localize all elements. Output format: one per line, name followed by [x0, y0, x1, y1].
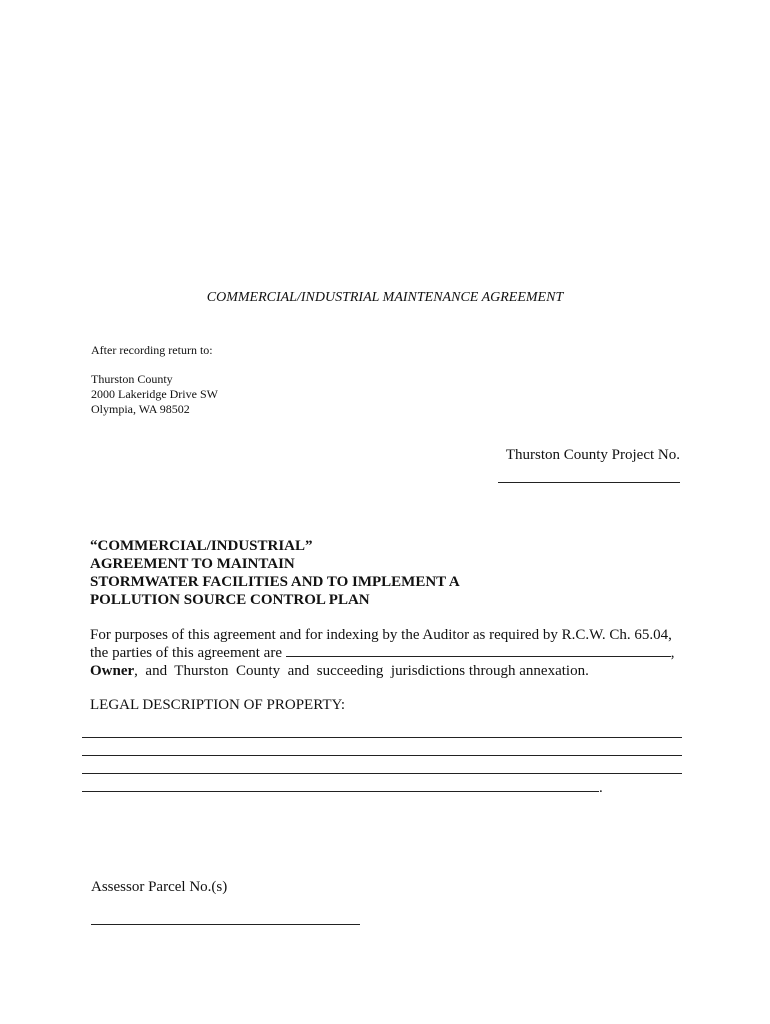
heading-line: “COMMERCIAL/INDUSTRIAL” — [90, 538, 313, 554]
blank-line[interactable] — [82, 720, 682, 738]
legal-end-period: . — [599, 780, 603, 796]
paragraph-line: For purposes of this agreement and for indexing by the Auditor as required by R.C.W. Ch. 65.04, — [90, 627, 672, 643]
paragraph-rest: , and Thurston County and succeeding jurisdictions through annexation. — [134, 663, 589, 679]
paragraph-line — [90, 644, 682, 662]
owner-label: Owner — [90, 663, 135, 679]
parties-label: the parties of this agreement are — [90, 645, 282, 661]
heading-line: POLLUTION SOURCE CONTROL PLAN — [90, 592, 370, 608]
legal-description-field[interactable] — [82, 720, 682, 797]
return-line: Thurston County — [91, 372, 173, 386]
return-line: Olympia, WA 98502 — [91, 402, 190, 416]
parties-comma: , — [670, 645, 675, 661]
agreement-heading — [90, 537, 460, 609]
project-number-block — [498, 447, 680, 483]
return-address-block — [91, 343, 218, 417]
project-number-field[interactable] — [498, 470, 680, 483]
project-number-label: Thurston County Project No. — [505, 447, 680, 463]
blank-line[interactable] — [82, 756, 682, 774]
document-title: COMMERCIAL/INDUSTRIAL MAINTENANCE AGREEMENT — [206, 290, 564, 305]
heading-line: STORMWATER FACILITIES AND TO IMPLEMENT A — [90, 574, 460, 590]
blank-line[interactable] — [82, 774, 599, 792]
assessor-parcel-label: Assessor Parcel No.(s) — [91, 879, 228, 895]
parties-field[interactable] — [286, 644, 671, 657]
blank-line[interactable] — [82, 738, 682, 756]
parties-paragraph — [90, 626, 682, 680]
last-line-row — [82, 774, 682, 797]
return-label: After recording return to: — [91, 343, 213, 357]
return-line: 2000 Lakeridge Drive SW — [91, 387, 218, 401]
paragraph-line — [90, 662, 682, 680]
legal-description-label: LEGAL DESCRIPTION OF PROPERTY: — [90, 697, 346, 713]
assessor-parcel-field[interactable] — [91, 912, 360, 925]
heading-line: AGREEMENT TO MAINTAIN — [90, 556, 295, 572]
